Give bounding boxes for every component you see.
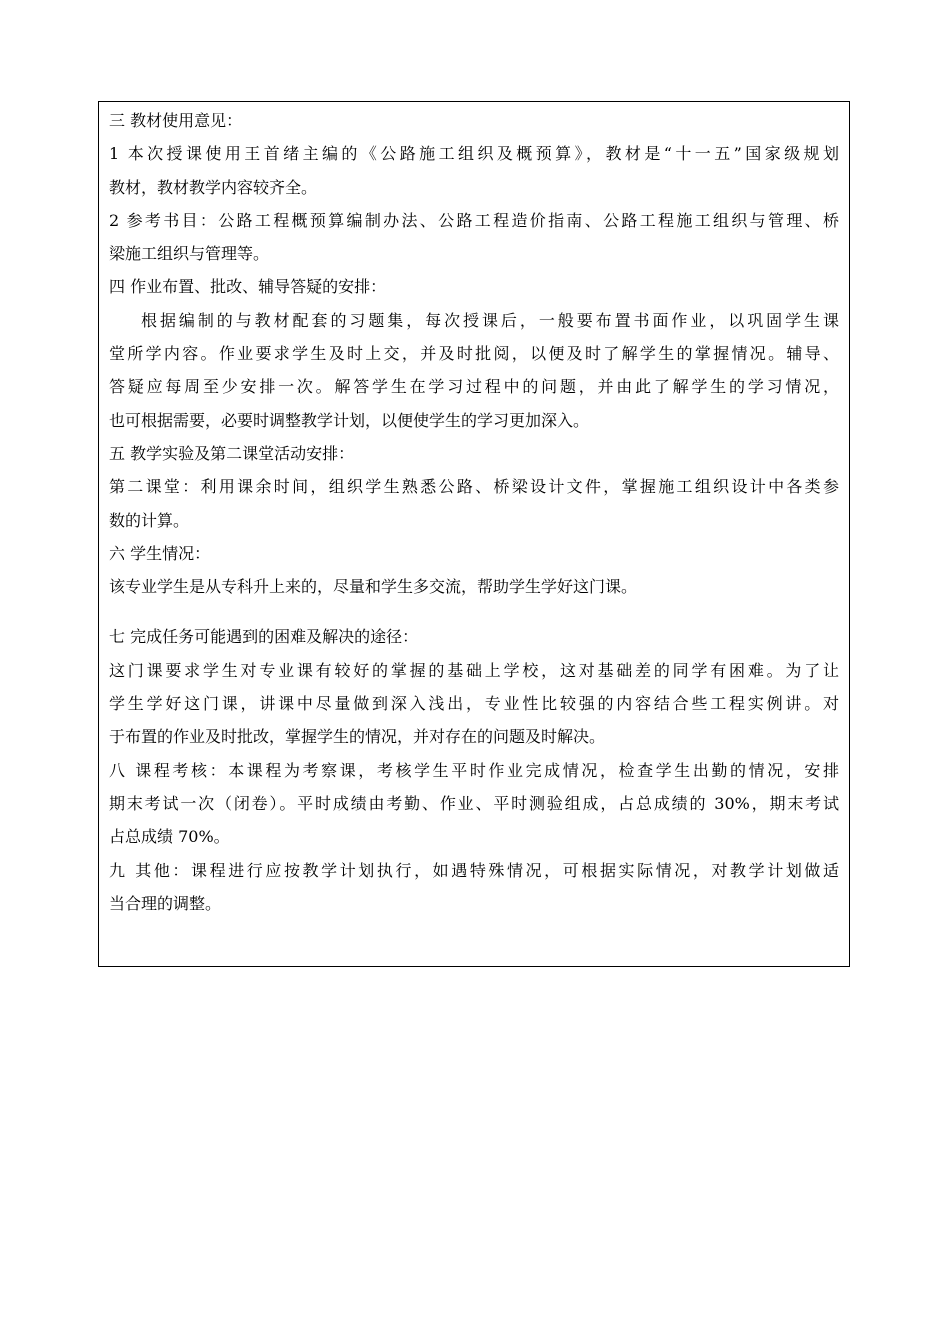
text-line: 梁施工组织与管理等。 <box>109 244 270 264</box>
text-line: 期末考试一次（闭卷）。平时成绩由考勤、作业、平时测验组成，占总成绩的 30%，期末考试 <box>109 793 839 813</box>
text-line: 根据编制的与教材配套的习题集，每次授课后，一般要布置书面作业，以巩固学生课 <box>141 310 839 330</box>
section-heading-textbook: 三 教材使用意见： <box>109 111 243 130</box>
text-line: 2 参考书目：公路工程概预算编制办法、公路工程造价指南、公路工程施工组织与管理、桥 <box>109 210 839 230</box>
spacer <box>109 603 839 620</box>
text-line: 数的计算。 <box>109 510 190 530</box>
text-line: 1 本次授课使用王首绪主编的《公路施工组织及概预算》，教材是“十一五”国家级规划 <box>109 144 839 164</box>
text-line: 第二课堂：利用课余时间，组织学生熟悉公路、桥梁设计文件，掌握施工组织设计中各类参 <box>109 477 839 497</box>
section-heading-assessment: 八 课程考核：本课程为考察课，考核学生平时作业完成情况，检查学生出勤的情况，安排 <box>109 760 839 780</box>
section-heading-difficulties: 七 完成任务可能遇到的困难及解决的途径： <box>109 627 419 647</box>
section-heading-students: 六 学生情况： <box>109 543 211 563</box>
section-heading-other: 九 其他：课程进行应按教学计划执行，如遇特殊情况，可根据实际情况，对教学计划做适 <box>109 860 839 880</box>
text-line: 这门课要求学生对专业课有较好的掌握的基础上学校，这对基础差的同学有困难。为了让 <box>109 660 839 680</box>
text-line: 堂所学内容。作业要求学生及时上交，并及时批阅，以便及时了解学生的掌握情况。辅导、 <box>109 344 839 364</box>
text-line: 教材，教材教学内容较齐全。 <box>109 177 318 197</box>
text-line: 于布置的作业及时批改，掌握学生的情况，并对存在的问题及时解决。 <box>109 727 606 747</box>
text-line: 学生学好这门课，讲课中尽量做到深入浅出，专业性比较强的内容结合些工程实例讲。对 <box>109 694 839 714</box>
text-line: 占总成绩 70%。 <box>109 827 230 847</box>
text-line: 答疑应每周至少安排一次。解答学生在学习过程中的问题，并由此了解学生的学习情况， <box>109 377 839 397</box>
section-heading-homework: 四 作业布置、批改、辅导答疑的安排： <box>109 277 387 297</box>
text-line: 也可根据需要，必要时调整教学计划，以便使学生的学习更加深入。 <box>109 410 590 430</box>
content-frame <box>98 101 850 967</box>
section-heading-experiments: 五 教学实验及第二课堂活动安排： <box>109 443 355 463</box>
text-line: 当合理的调整。 <box>109 893 222 913</box>
text-line: 该专业学生是从专科升上来的，尽量和学生多交流，帮助学生学好这门课。 <box>109 577 638 597</box>
